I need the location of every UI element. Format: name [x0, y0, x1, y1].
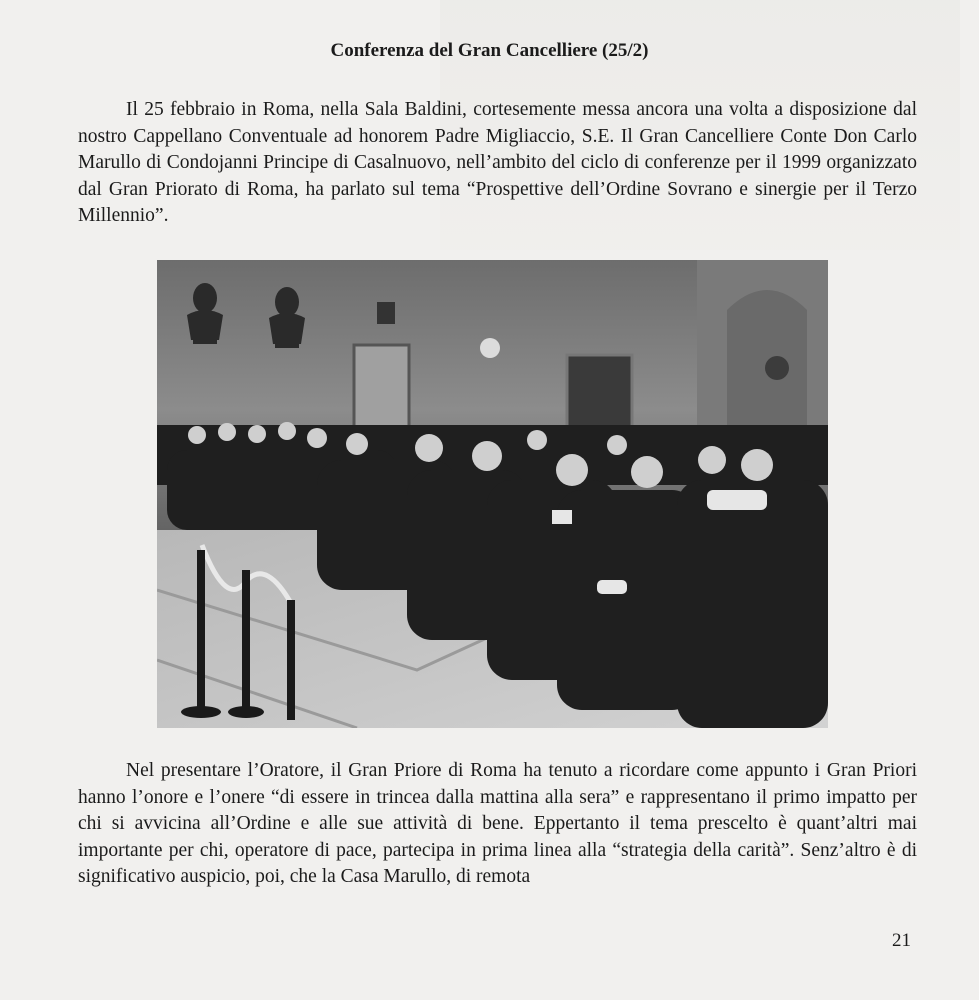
conference-photo — [157, 260, 828, 728]
article-title: Conferenza del Gran Cancelliere (25/2) — [330, 40, 649, 61]
page-number: 21 — [892, 930, 911, 951]
paragraph-continuation: Nel presentare l’Oratore, il Gran Priore di Roma ha tenuto a ricordare come appunto i Gran Priori hanno l’onore e l’onere “di essere in trincea dalla mattina alla sera” e rappresentano il primo impatto per chi si avvicina all’Ordine e alle sue attività di bene. Eppertanto il tema prescelto è quant’altri mai importante per chi, operatore di pace, partecipa in prima linea alla “strategia della carità”. Senz’altro è di significativo auspicio, poi, che la Casa Marullo, di remota — [78, 760, 917, 887]
paragraph-intro: Il 25 febbraio in Roma, nella Sala Baldini, cortesemente messa ancora una volta a disposizione dal nostro Cappellano Conventuale ad honorem Padre Migliaccio, S.E. Il Gran Cancelliere Conte Don Carlo Marullo di Condojanni Principe di Casalnuovo, nell’ambito del ciclo di conferenze per il 1999 organizzato dal Gran Priorato di Roma, ha parlato sul tema “Prospettive dell’Ordine Sovrano e sinergie per il Terzo Millennio”. — [78, 99, 917, 226]
conference-audience-photo-icon — [157, 260, 828, 728]
